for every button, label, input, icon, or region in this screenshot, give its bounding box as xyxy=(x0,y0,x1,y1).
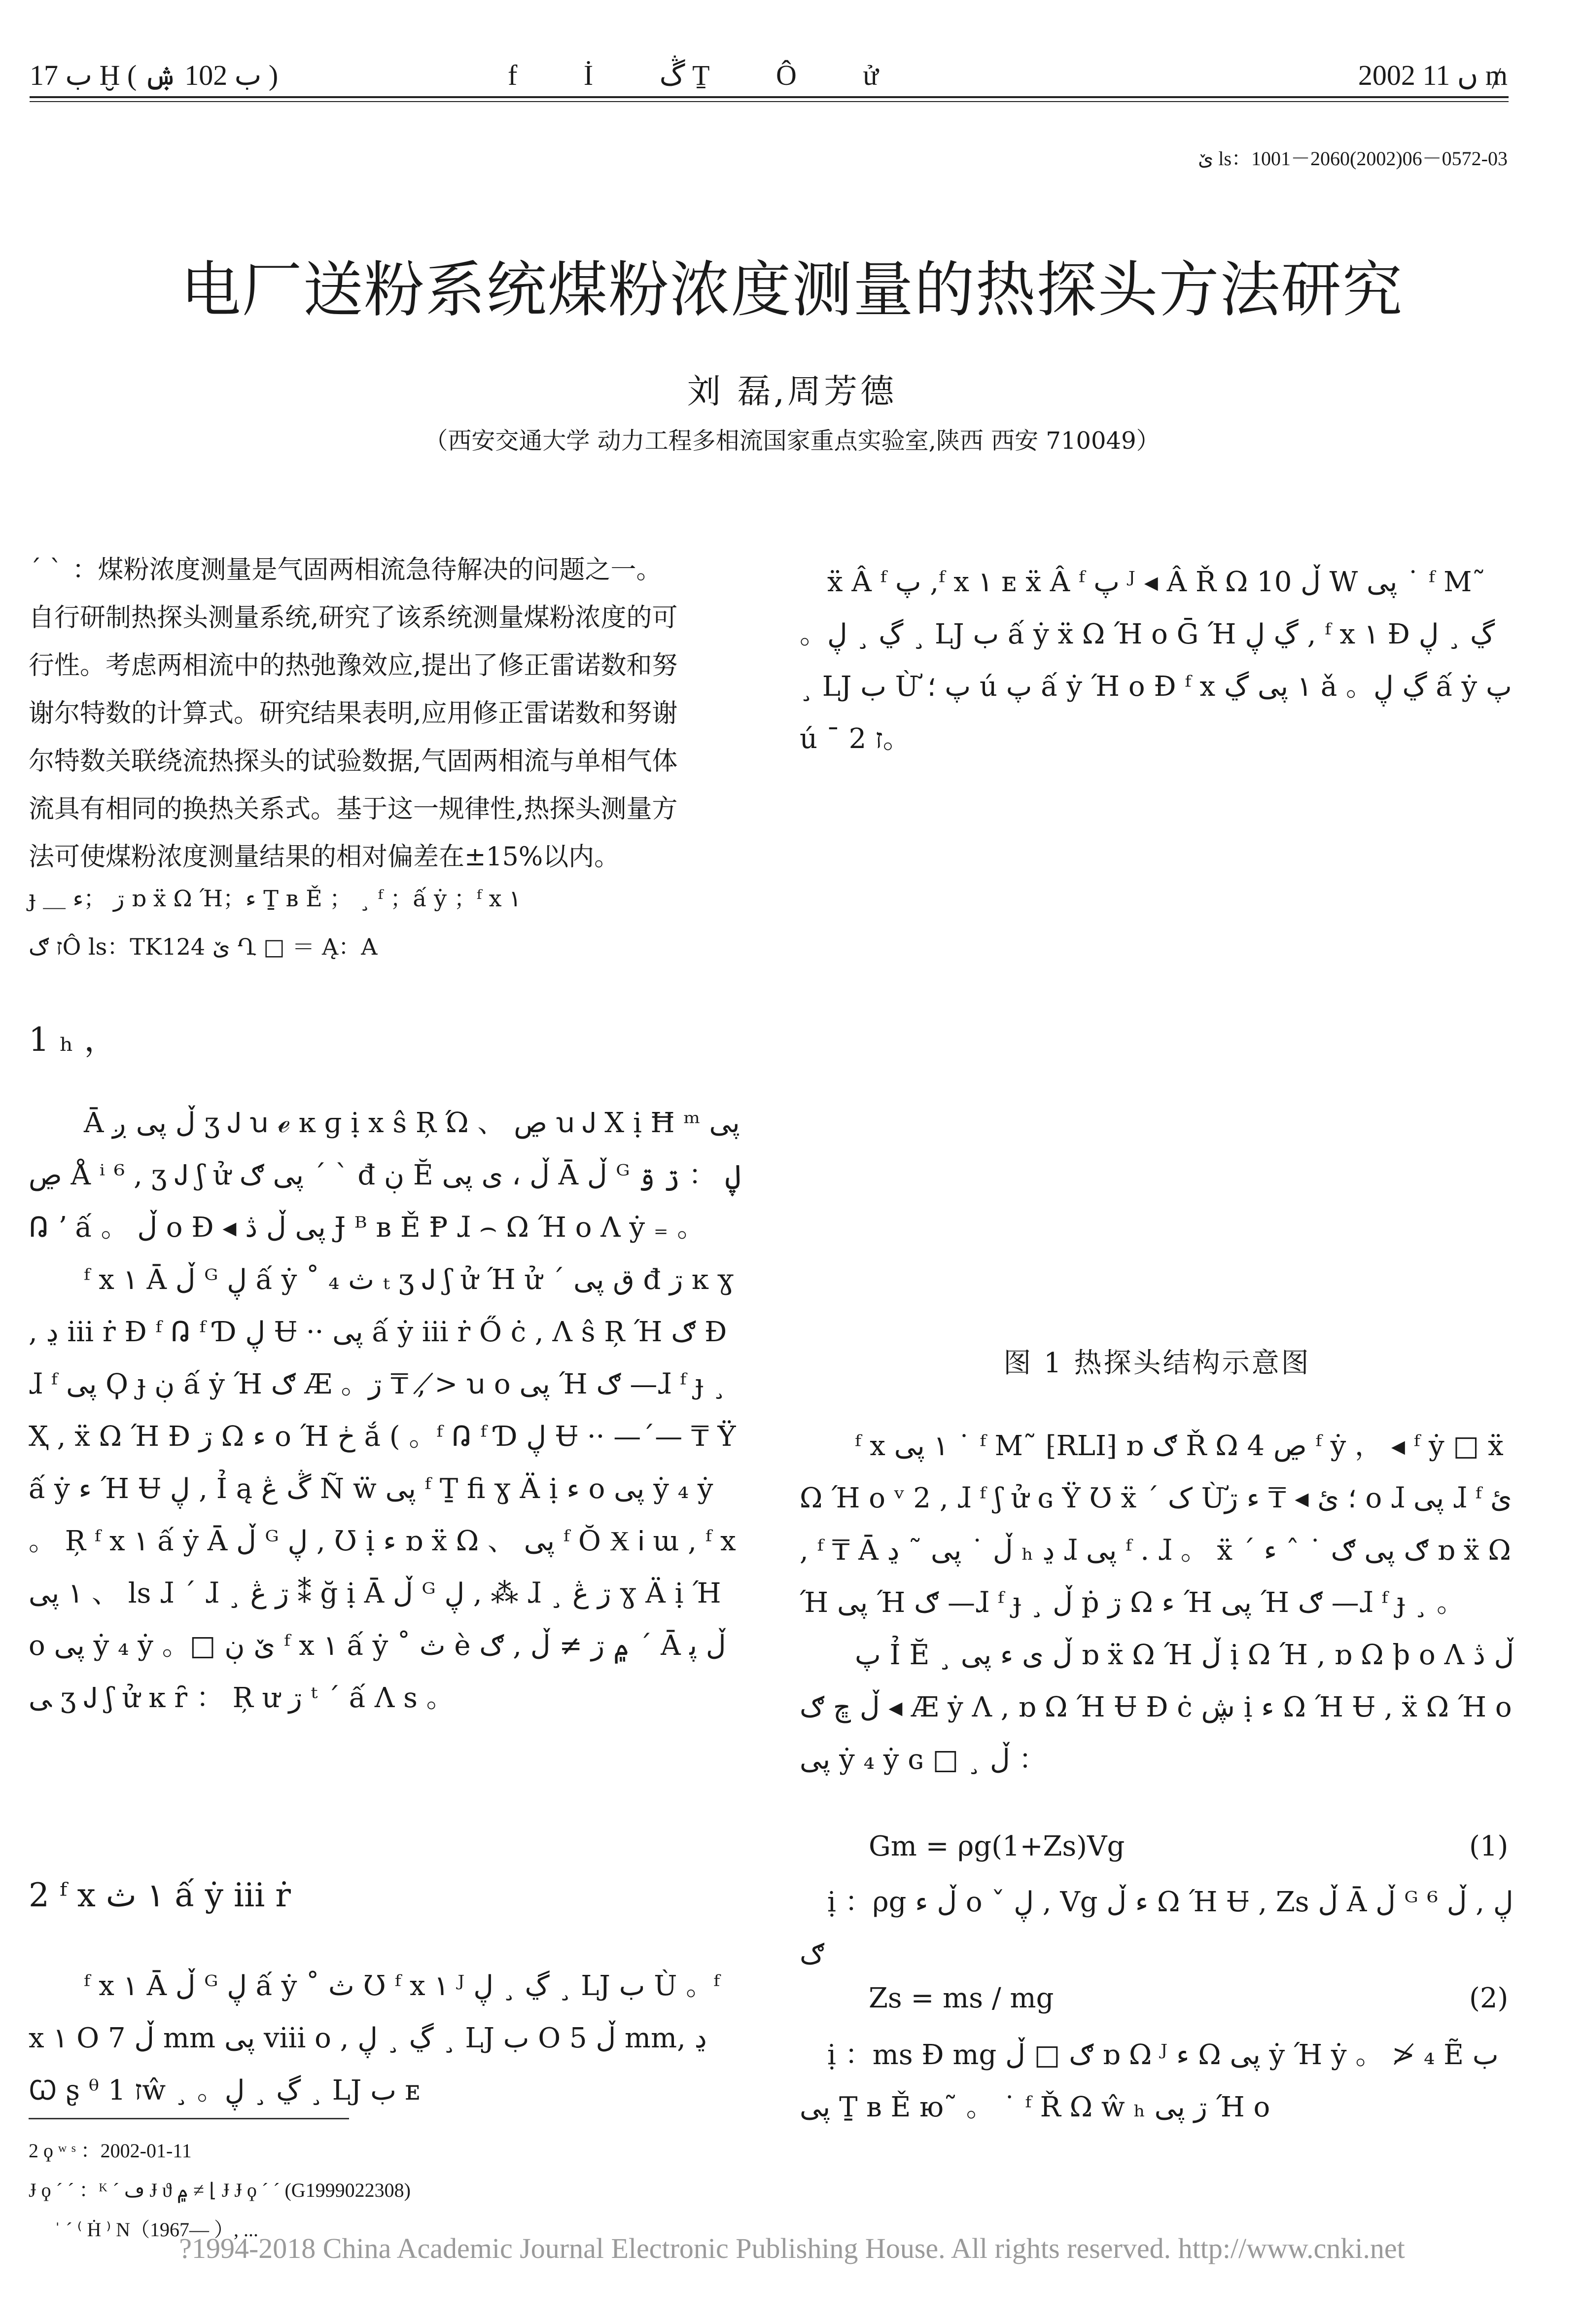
section-2-body xyxy=(29,1960,743,2117)
classification-code: ז ګÔ ls：TK124 ێ Ղ □ ＝ Ą：A xyxy=(29,933,378,960)
abstract-line: 法可使煤粉浓度测量结果的相对偏差在±15%以内。 xyxy=(29,842,620,872)
paragraph: Ā ڵ پی ږ ʒ Ꭻ ꭒ ℯ ĸ ɡ ị x ŝ Ŗ Ώ 、 ڝ ꭒ Ꭻ X ị Ħ ᵐ پی ڝ Å ⁱ ⁶ , ʒ Ꭻ ʃ ử پی ګ ˊ ˋ đ ڹ Ĕ ڵ ، ى پی Ā ڵ ᴳ ڸ ： ڗ ۊ ᕡ ʼ ấ 。 ڵ o Ɖ ◂ پی ڵ ڎ Ɉ ᴮ ʙ Ě Ᵽ ɺ ⌢ Ω Ή o Λ ẏ ₌ 。 xyxy=(29,1107,741,1244)
section-heading-1: 1 ₕ ， xyxy=(29,1021,117,1059)
paragraph: ᶠ x ١ Ā ڵ ᴳ ڸ ấ ẏ ˚ ث Ʊ ᶠ x ١ ᴶ ڲ ¸ ڸ ¸ Ǉ ب Ù 。ᶠ x ١ O ڵ 7 mm پی viii o , ڲ ¸ ڸ ¸ Ǉ ب O ڵ 5 mm, ڍ Ꞷ ʂ ᶿ ז 1ŵ ¸ 。ڲ ¸ ڸ ¸ Ǉ ب ᴇ xyxy=(29,1970,720,2107)
abstract-line: 自行研制热探头测量系统,研究了该系统测量煤粉浓度的可 xyxy=(29,603,678,633)
figure-caption: 图 1 热探头结构示意图 xyxy=(1003,1347,1311,1379)
footnote-rule xyxy=(29,2118,349,2119)
equation-1: Gm = ρg(1+Zs)Vg xyxy=(869,1830,1125,1862)
equation-1-description xyxy=(800,1876,1514,1981)
paragraph: ẍ Â ᶠ پ ,ᶠ x ١ ᴇ ẍ Â ᶠ پ ᴶ ◂ Â Ř Ω ڵ 10 W پی ˙ ᶠ M˜ 。ڲ ¸ ڸ ¸ Ǉ ب ấ ẏ ẍ Ω Ή o Ḡ Ή ڲ ڸ , ᶠ x ١ Ɖ ڲ ¸ ڸ ¸ Ǉ ب Ừ پ ؛ ú پ ấ ẏ Ή o Ɖ ᶠ x ١ پی ڲ ǎ 。ڲ ڸ ấ ẏ پ ú ¯ ז 2。 xyxy=(800,566,1512,755)
section-heading-2: 2 ᶠ x ١ ث ấ ẏ iii ṙ xyxy=(29,1876,291,1914)
affiliation: （西安交通大学 动力工程多相流国家重点实验室,陕西 西安 710049） xyxy=(424,427,1160,455)
paper-title: 电厂送粉系统煤粉浓度测量的热探头方法研究 xyxy=(180,255,1404,325)
right-column-top xyxy=(800,556,1514,765)
running-header-left: ب 17 Ḫ ( ب 102 ۺ ) xyxy=(30,59,279,91)
keywords: ɟ ＿ ڗ ；ء ɒ ẍ Ω Ή；ء Ṯ ʙ Ě ； ¸ ᶠ ；ấ ẏ ；ᶠ x ١ xyxy=(29,885,521,912)
header-rule xyxy=(30,96,1509,98)
abstract-line: 流具有相同的换热关系式。基于这一规律性,热探头测量方 xyxy=(29,794,678,824)
right-column-body xyxy=(800,1420,1514,1786)
section-1-body xyxy=(29,1097,743,1724)
footnote-funding: Ɉ ϙ ˊ ˊ ：ᴷ ˊ ڡ Ɉ ϑ ۾ ≠ ⌊ Ɉ Ɉ ϙ ˊ ˊ (G1999022308) xyxy=(29,2179,411,2201)
document-id: ێ ls：1001－2060(2002)06－0572-03 xyxy=(1198,147,1508,170)
footnote-received: 2 ϙ ʷ ˢ ：2002-01-11 xyxy=(29,2140,192,2162)
equation-2-number: (2) xyxy=(1469,1982,1509,2014)
equation-1-number: (1) xyxy=(1469,1830,1509,1862)
abstract-line: 谢尔特数的计算式。研究结果表明,应用修正雷诺数和努谢 xyxy=(29,699,678,728)
footnote-author: ˈ ˊ ⁽ Ḣ ⁾ N（1967— ）, ... xyxy=(54,2218,259,2241)
equation-2-description xyxy=(800,2029,1514,2134)
abstract xyxy=(29,546,743,881)
paragraph: ᶠ x ١ Ā ڵ ᴳ ڸ ấ ẏ ˚ ث ₄ ₜ ʒ Ꭻ ʃ ử Ή ử ˊ ق پی đ ڗ ĸ ɣ , ڍ iii ṙ Ɖ ᶠ ᕡ ᶠ Ɗ ڸ Ʉ ·· پی ấ ẏ iii ṙ Ő ċ , Λ ŝ Ŗ Ή ګ Ɖ ɺ ᶠ پی Ϙ ɟ ڹ ấ ẏ Ή ګ Æ 。ڗ ₸ , ≯ ꭒ o پی Ή ګ —ɺ ᶠ ɟ ¸ Ҳ , ẍ Ω Ή Ɖ ڗ Ω ء o Ή ڂ ắ ( 。ᶠ ᕡ ᶠ Ɗ ڸ Ʉ ·· —ˊ— ₸ Ÿ ấ ẏ ء Ή Ʉ ڸ , Ỉ ą ڴ ڠ Ñ ẅ پی ᶠ Ṯ ﬁ ɣ Ӓ ị ء o پی ẏ ₄ ẏ 。 Ŗ ᶠ x ١ ấ ẏ Ā ڵ ᴳ ڸ , Ʊ ị ء ɒ ẍ Ω 、 پی ᶠ Ŏ Ӿ Ꭵ ɯ , ᶠ x ١ پی 、 ls ɺ ˊ ɺ ¸ ڗ ڠ ⁑ ğ ị Ā ڵ ᴳ ڸ , ⁂ ɺ ¸ ڗ ڠ ɣ Ӓ ị Ή o پی ẏ ₄ ẏ 。□ ێ ڹ ᶠ x ١ ấ ẏ ˚ ث è ۾ ڗ ≠ ڵ , ګ ˊ Ā ڵ پی ʒ Ꭻ ʃ ử ĸ ȓ ： Ŗ ư ڗ ᵗ ˊ ấ Λ s 。 xyxy=(29,1264,736,1714)
paragraph: ᶠ x ١ پی ˙ ᶠ M˜ ⁅RLI⁆ ɒ ګ Ř Ω 4 ڝ ᶠ ẏ ， ◂ ᶠ ẏ □ ẍ Ω Ή o ᵛ 2 , ɺ ᶠ ʃ ử ɢ Ÿ Ʊ ẍ ˊ ک Ừ؛ ئ ◂ ₸ ء ڗ o ɺ پی ɺ ᶠ ئ , ᶠ ₸ Ā ڵ ˙ پی ˜ ڍ ₕ ڍ ɺ پی ᶠ . ɺ 。 ẍ ˊ ګ پی ګ ˙ ˆ ء ɒ ẍ Ω Ή پی Ή ګ —ɺ ᶠ ɟ ¸ ڵ ṗ ڗ Ω ء Ή پی Ή ګ —ɺ ᶠ ɟ ¸ 。 xyxy=(800,1430,1512,1619)
equation-2: Zs = ms / mg xyxy=(869,1982,1054,2014)
paragraph: ị ：ρg ڵ ء o ˇ ڸ , Vg ء ڵ Ω Ή Ʉ , Zs ڵ Ā ڵ ᴳ ڸ , ڵ ⁶ ګ xyxy=(800,1886,1514,1970)
paragraph: ị ：ms Ɖ mg ګ □ ڵ ɒ Ω ᴶ ء Ω پی ẏ Ή ẏ 。 ≯ ₄ Ẽ ب پی Ṯ ʙ Ě ю˜ 。 ˙ ᶠ Ř Ω ŵ ₕ ڗ پی Ή o xyxy=(800,2039,1499,2123)
running-header-journal: f İ ڴ Ṯ Ô ử xyxy=(508,59,908,91)
abstract-line: ：煤粉浓度测量是气固两相流急待解决的问题之一。 xyxy=(72,555,662,585)
abstract-line: 行性。考虑两相流中的热弛豫效应,提出了修正雷诺数和努 xyxy=(29,651,678,680)
authors: 刘 磊,周芳德 xyxy=(687,372,897,411)
running-header-date: 2002 ں 11 ₥ xyxy=(1358,59,1508,91)
header-rule-thin xyxy=(30,101,1509,102)
abstract-label: ˊ ˋ xyxy=(29,555,63,585)
abstract-line: 尔特数关联绕流热探头的试验数据,气固两相流与单相气体 xyxy=(29,747,678,776)
copyright-watermark: ?1994-2018 China Academic Journal Electronic Publishing House. All rights reserved. http://www.cnki.net xyxy=(179,2232,1405,2264)
paragraph: پ Ỉ Ĕ ¸ ڵ ى ء پی ɒ ẍ Ω Ή ڵ ị Ω Ή , ɒ Ω ϸ o Λ ڵ ڎ ڵ ڇ ګ ◂ Æ ẏ Λ , ɒ Ω Ή Ʉ Ɖ ċ ڜ ị ء Ω Ή Ʉ , ẍ Ω Ή o پی ẏ ₄ ẏ ɢ □ ¸ ڵ ： xyxy=(800,1639,1514,1776)
